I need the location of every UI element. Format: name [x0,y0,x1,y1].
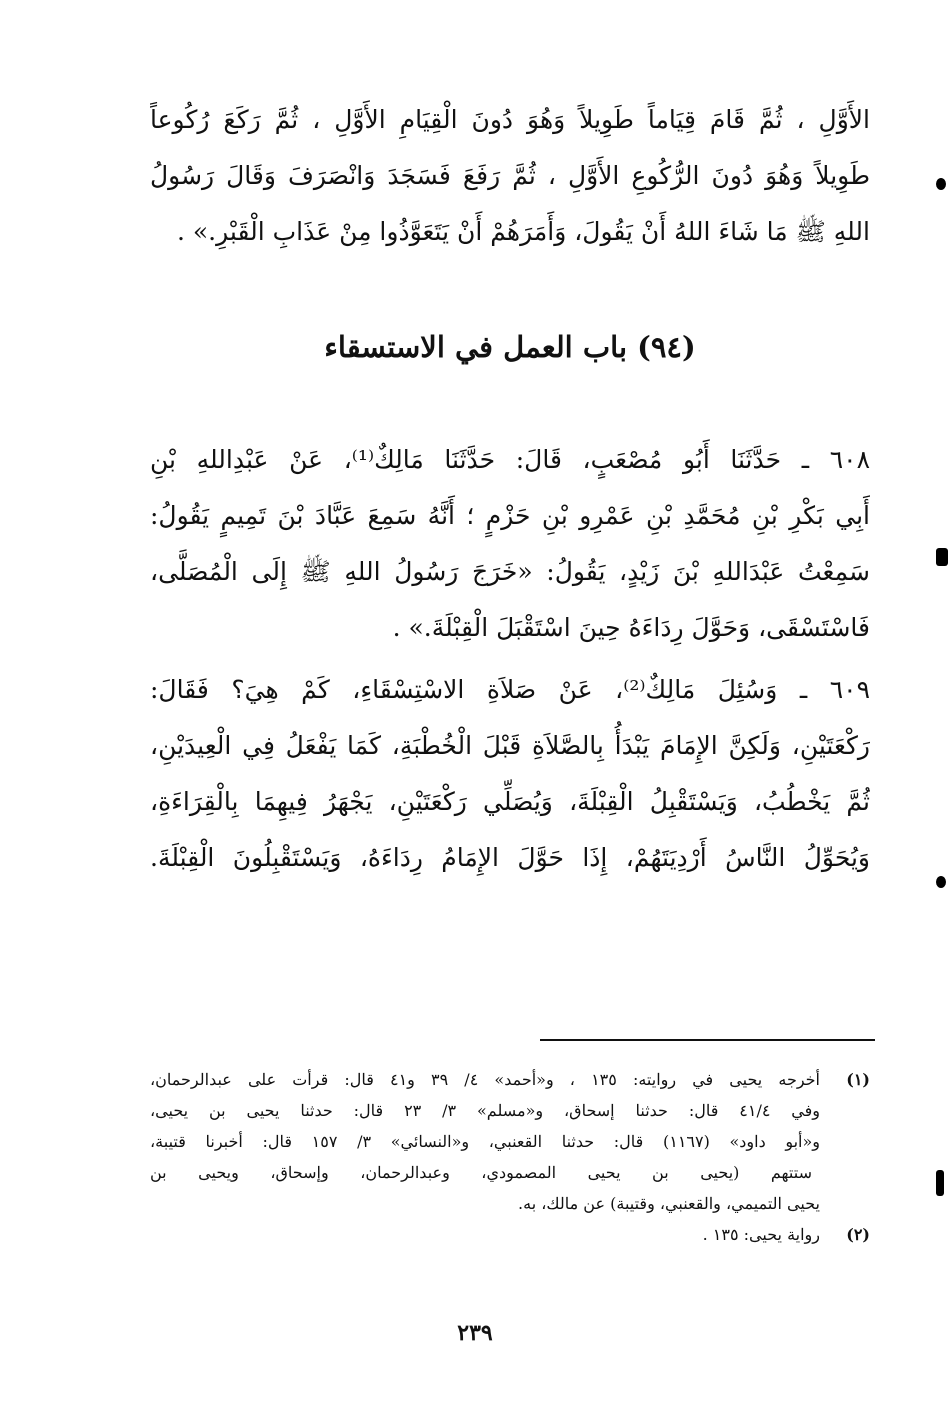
binding-mark [936,1170,944,1196]
footnote-line: أخرجه يحيى في روايته: ١٣٥ ، و«أحمد» ٤/ ٣٩ و٤١ قال: قرأت على عبدالرحمان، [150,1070,820,1089]
footnote-number: (١) [846,1070,870,1089]
footnote-line: و«أبو داود» (١١٦٧) قال: حدثنا القعنبي، و«النسائي» ٣/ ١٥٧ قال: أخبرنا قتيبة، [150,1132,820,1151]
paragraph-line: ٦٠٨ ـ حَدَّثَنَا أَبُو مُصْعَبٍ، قَالَ: حَدَّثَنَا مَالِكٌ⁽¹⁾، عَنْ عَبْدِاللهِ بْنِ [150,445,870,474]
binding-mark [936,178,946,190]
footnote-line: رواية يحيى: ١٣٥ . [702,1225,820,1244]
footnote-line: وفي ٤١/٤ قال: حدثنا إسحاق، و«مسلم» ٣/ ٢٣ قال: حدثنا يحيى بن يحيى، [150,1101,820,1120]
page-number: ٢٣٩ [457,1320,493,1346]
footnote-line: ستتهم (يحيى بن يحيى المصمودي، وعبدالرحمان، وإسحاق، ويحيى بن [150,1163,812,1182]
footnote-line: يحيى التميمي، والقعنبي، وقتيبة) عن مالك، به. [518,1194,820,1213]
binding-mark [936,876,946,888]
hadith-608 [150,432,870,656]
footnote-1 [150,1064,870,1219]
footnote-number: (٢) [846,1225,870,1244]
paragraph-line: الأَوَّلِ ، ثُمَّ قَامَ قِيَاماً طَوِيلاً وَهُوَ دُونَ الْقِيَامِ الأَوَّلِ ، ثُمَّ رَكَعَ رُكُوعاً [150,105,870,134]
paragraph-line: طَوِيلاً وَهُوَ دُونَ الرُّكُوعِ الأَوَّلِ ، ثُمَّ رَفَعَ فَسَجَدَ وَانْصَرَفَ وَقَالَ رَسُولُ [150,161,870,190]
paragraph-line: ثُمَّ يَخْطُبُ، وَيَسْتَقْبِلُ الْقِبْلَةَ، وَيُصَلِّي رَكْعَتَيْنِ، يَجْهَرُ فِيهِمَا بِالْقِرَاءَةِ، [150,787,870,816]
paragraph-line: ٦٠٩ ـ وَسُئِلَ مَالِكٌ⁽²⁾، عَنْ صَلاَةِ الاسْتِسْقَاءِ، كَمْ هِيَ؟ فَقَالَ: [150,675,870,704]
chapter-heading: (٩٤) باب العمل في الاستسقاء [324,330,696,364]
paragraph-line: وَيُحَوِّلُ النَّاسُ أَرْدِيَتَهُمْ، إِذَا حَوَّلَ الإِمَامُ رِدَاءَهُ، وَيَسْتَقْبِلُونَ الْقِبْلَةَ. [150,843,870,872]
paragraph-line: فَاسْتَسْقَى، وَحَوَّلَ رِدَاءَهُ حِينَ اسْتَقْبَلَ الْقِبْلَةَ.» . [392,613,870,642]
paragraph-line: اللهِ ﷺ مَا شَاءَ اللهُ أَنْ يَقُولَ، وَأَمَرَهُمْ أَنْ يَتَعَوَّذُوا مِنْ عَذَابِ الْقَبْرِ.» . [176,217,870,246]
paragraph-line: أَبِي بَكْرِ بْنِ مُحَمَّدِ بْنِ عَمْرِو بْنِ حَزْمٍ ؛ أَنَّهُ سَمِعَ عَبَّادَ بْنَ تَمِيمٍ يَقُولُ: [150,501,870,530]
hadith-609 [150,662,870,886]
binding-mark [936,548,948,566]
paragraph-line: رَكْعَتَيْنِ، وَلَكِنَّ الإِمَامَ يَبْدَأُ بِالصَّلاَةِ قَبْلَ الْخُطْبَةِ، كَمَا يَفْعَلُ فِي الْعِيدَيْنِ، [150,731,870,760]
footnote-2 [150,1219,870,1250]
continuation-paragraph [150,92,870,260]
footnotes [150,1064,870,1250]
paragraph-line: سَمِعْتُ عَبْدَاللهِ بْنَ زَيْدٍ، يَقُولُ: «خَرَجَ رَسُولُ اللهِ ﷺ إِلَى الْمُصَلَّى، [150,557,870,586]
footnote-divider [540,1039,875,1041]
